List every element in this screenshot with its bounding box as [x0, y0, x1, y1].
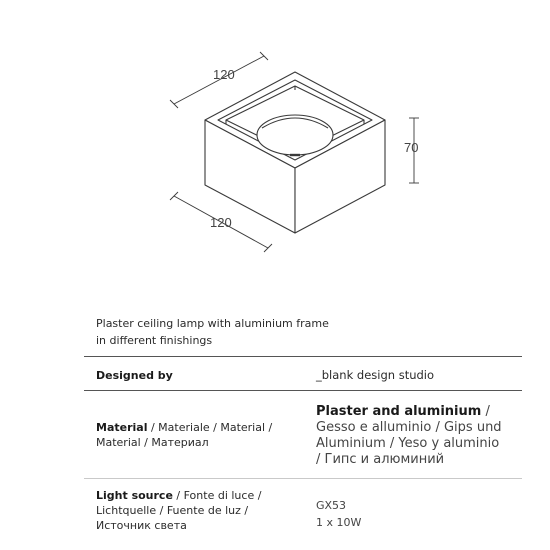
bulb-disc: [257, 115, 333, 155]
light-source-label: [96, 488, 311, 533]
light-source-label-line3: Источник света: [96, 519, 187, 532]
material-label-bold: Material: [96, 421, 148, 434]
material-label: [96, 420, 306, 450]
description-line-2: in different finishings: [96, 334, 213, 347]
material-value: [316, 404, 536, 468]
table-top-rule: [84, 356, 522, 357]
material-value-line4: / Гипс и алюминий: [316, 452, 445, 467]
row-divider-1: [84, 390, 522, 391]
light-source-label-rest: / Fonte di luce /: [172, 489, 262, 502]
dim-height: 70: [404, 140, 419, 155]
designed-by-label: Designed by: [96, 369, 173, 382]
material-label-line2: Material / Материал: [96, 436, 209, 449]
material-value-rest: /: [481, 404, 490, 419]
material-value-bold: Plaster and aluminium: [316, 404, 482, 419]
light-source-label-bold: Light source: [96, 489, 173, 502]
material-value-line3: Aluminium / Yeso y aluminio: [316, 436, 500, 451]
dim-bottom-width: 120: [210, 215, 232, 230]
light-source-value-line2: 1 x 10W: [316, 516, 362, 529]
light-source-value: [316, 497, 361, 531]
light-source-value-line1: GX53: [316, 499, 347, 512]
designed-by-value: _blank design studio: [316, 368, 435, 382]
description-line-1: Plaster ceiling lamp with aluminium frame: [96, 317, 329, 330]
material-value-line2: Gesso e alluminio / Gips und: [316, 420, 502, 435]
dim-top-width: 120: [213, 67, 235, 82]
row-divider-2: [84, 478, 522, 479]
material-label-rest: / Materiale / Material /: [147, 421, 273, 434]
product-description: [96, 315, 396, 349]
light-source-label-line2: Lichtquelle / Fuente de luz /: [96, 504, 249, 517]
